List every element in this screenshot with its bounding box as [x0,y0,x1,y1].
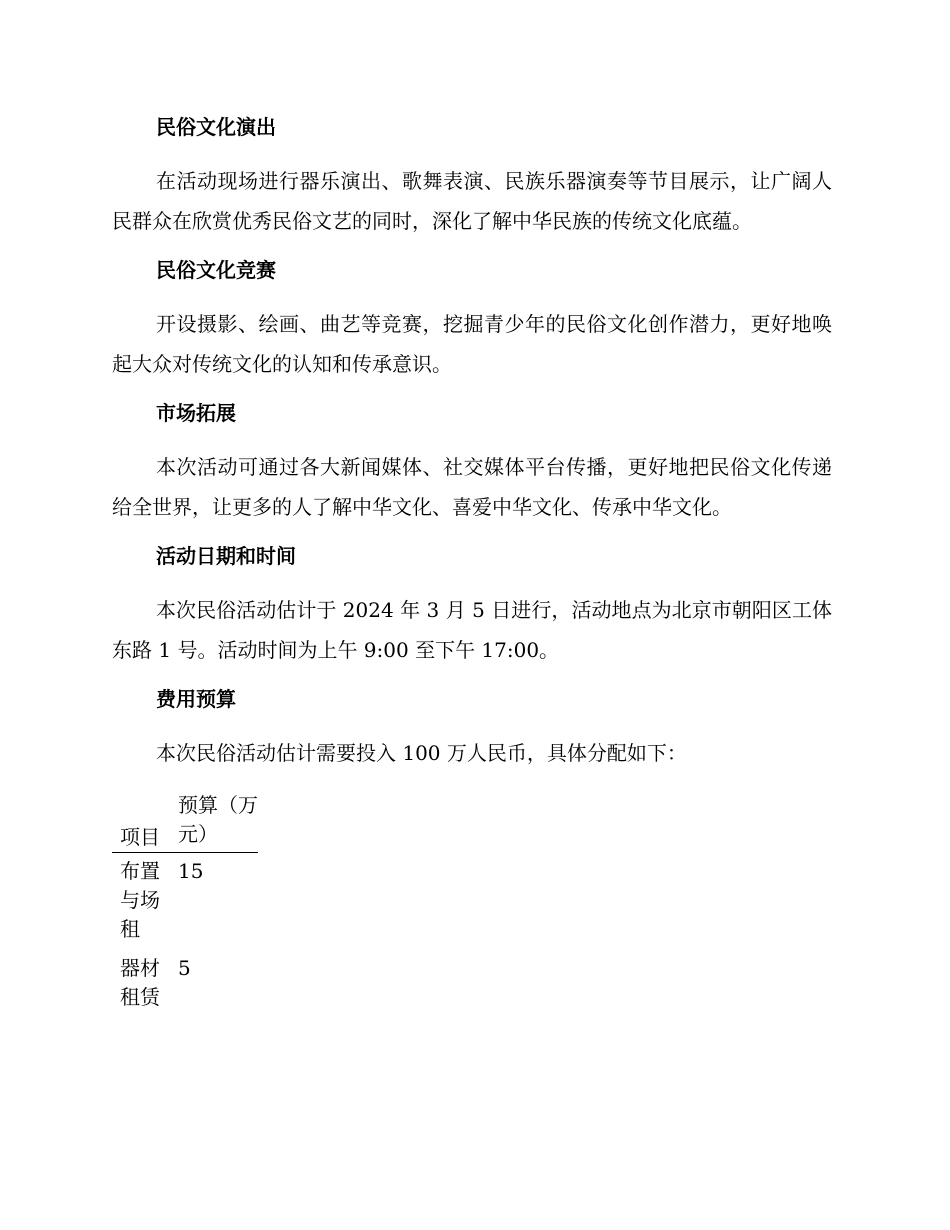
section-paragraph: 本次活动可通过各大新闻媒体、社交媒体平台传播，更好地把民俗文化传递给全世界，让更多的人了解中华文化、喜爱中华文化、传承中华文化。 [112,455,832,519]
section-market [112,396,832,527]
table-cell-item: 器材租赁 [120,956,160,1009]
table-header-budget: 预算（万元） [178,793,258,846]
section-competition [112,253,832,384]
section-heading: 民俗文化竞赛 [156,258,276,282]
section-budget [112,682,832,773]
section-date-time [112,539,832,670]
table-row [112,853,258,951]
section-paragraph: 本次民俗活动估计于 2024 年 3 月 5 日进行，活动地点为北京市朝阳区工体东路 1 号。活动时间为上午 9:00 至下午 17:00。 [112,598,832,662]
budget-table [112,789,258,1018]
table-header-item: 项目 [120,825,160,849]
section-paragraph: 在活动现场进行器乐演出、歌舞表演、民族乐器演奏等节目展示，让广阔人民群众在欣赏优秀民俗文艺的同时，深化了解中华民族的传统文化底蕴。 [112,169,832,233]
section-heading: 市场拓展 [156,401,236,425]
table-cell-item: 布置与场租 [120,859,160,941]
section-paragraph: 开设摄影、绘画、曲艺等竞赛，挖掘青少年的民俗文化创作潜力，更好地唤起大众对传统文化的认知和传承意识。 [112,312,832,376]
section-performance [112,110,832,241]
table-row [112,950,258,1018]
section-heading: 活动日期和时间 [156,544,296,568]
table-header-row [112,789,258,853]
section-paragraph: 本次民俗活动估计需要投入 100 万人民币，具体分配如下： [156,741,687,765]
table-cell-budget: 15 [178,859,204,883]
section-heading: 费用预算 [156,687,236,711]
document-page [112,110,832,1018]
section-heading: 民俗文化演出 [156,115,276,139]
table-cell-budget: 5 [178,956,191,980]
